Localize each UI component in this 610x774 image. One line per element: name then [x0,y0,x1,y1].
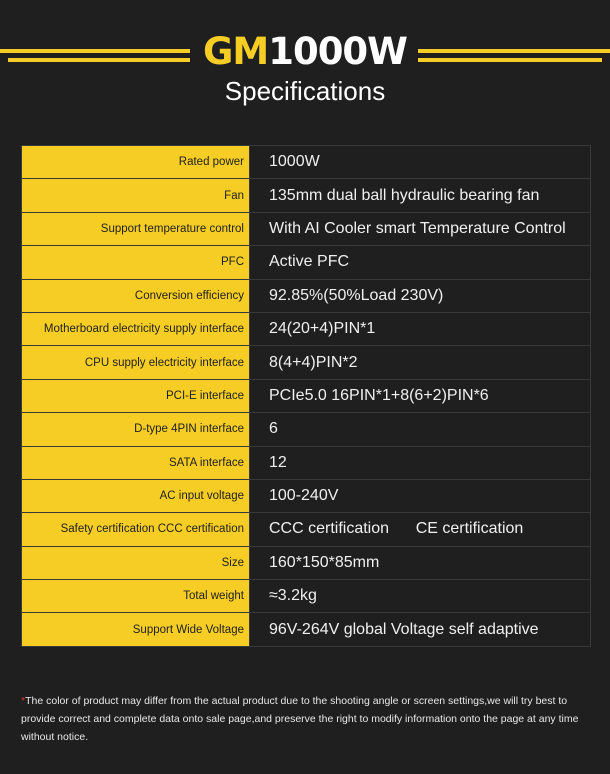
spec-row [22,179,591,212]
spec-row [22,613,591,646]
spec-value: 160*150*85mm [250,546,591,579]
spec-value: 6 [250,413,591,446]
spec-row [22,279,591,312]
spec-row [22,212,591,245]
spec-label: Size [22,546,250,579]
spec-row [22,346,591,379]
spec-label: Safety certification CCC certification [22,513,250,546]
page-header [0,0,610,120]
spec-row [22,413,591,446]
spec-label: Support temperature control [22,212,250,245]
footnote [21,692,591,746]
spec-label: Support Wide Voltage [22,613,250,646]
spec-value: ≈3.2kg [250,580,591,613]
page-subtitle: Specifications [224,76,386,106]
spec-value: 96V-264V global Voltage self adaptive [250,613,591,646]
spec-label: PFC [22,246,250,279]
spec-label: Fan [22,179,250,212]
spec-row [22,246,591,279]
spec-value: With AI Cooler smart Temperature Control [250,212,591,245]
spec-label: CPU supply electricity interface [22,346,250,379]
spec-value: 92.85%(50%Load 230V) [250,279,591,312]
spec-label: PCI-E interface [22,379,250,412]
spec-value: 8(4+4)PIN*2 [250,346,591,379]
spec-value: CCC certification CE certification [250,513,591,546]
spec-row [22,146,591,179]
spec-label: AC input voltage [22,479,250,512]
spec-label: Motherboard electricity supply interface [22,312,250,345]
spec-row [22,312,591,345]
spec-value: 1000W [250,146,591,179]
spec-label: Rated power [22,146,250,179]
spec-value: 135mm dual ball hydraulic bearing fan [250,179,591,212]
spec-value: Active PFC [250,246,591,279]
spec-label: Total weight [22,580,250,613]
spec-row [22,446,591,479]
spec-label: SATA interface [22,446,250,479]
spec-table-body [22,146,591,647]
spec-label: D-type 4PIN interface [22,413,250,446]
spec-value: 12 [250,446,591,479]
spec-table [21,145,591,647]
spec-value: 24(20+4)PIN*1 [250,312,591,345]
spec-row [22,513,591,546]
spec-row [22,479,591,512]
model-name: 1000W [268,30,407,73]
spec-label: Conversion efficiency [22,279,250,312]
spec-row [22,546,591,579]
spec-value: PCIe5.0 16PIN*1+8(6+2)PIN*6 [250,379,591,412]
spec-value: 100-240V [250,479,591,512]
spec-row [22,379,591,412]
footnote-text: The color of product may differ from the actual product due to the shooting angle or screen settings,we will try best to provide correct and complete data onto sale page,and preserve the right to modify information onto the page at any time without notice. [21,695,579,743]
footnote-star: * [21,695,26,707]
brand-name: GM [203,30,269,73]
spec-row [22,580,591,613]
product-title [0,32,610,72]
